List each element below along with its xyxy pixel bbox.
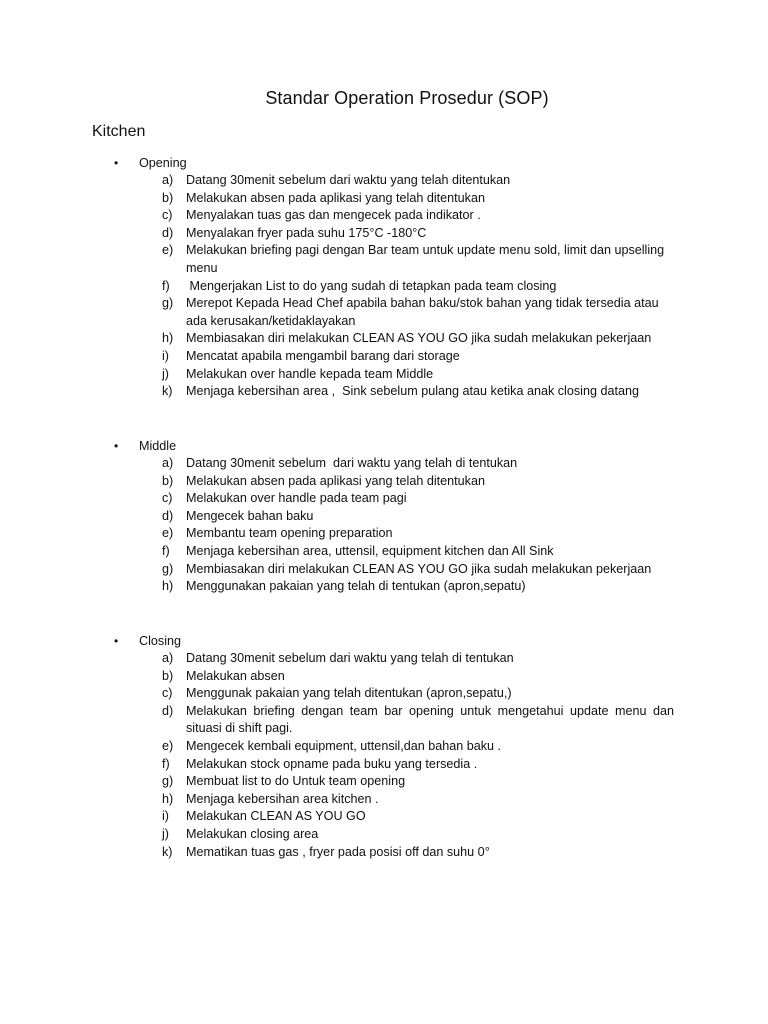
section-opening [0, 154, 768, 401]
list-item-marker: c) [162, 686, 173, 701]
list-item-marker: h) [162, 331, 174, 346]
list-item-marker: a) [162, 651, 174, 665]
section-bullet-row [0, 437, 768, 455]
list-item-marker: g) [162, 296, 174, 311]
list-item-marker: f) [162, 278, 170, 293]
list-item-text: Mematikan tuas gas , fryer pada posisi off dan suhu 0° [186, 844, 490, 859]
list-item [0, 225, 768, 243]
list-item-marker: c) [162, 491, 173, 506]
section-middle [0, 437, 768, 596]
list-item-marker: e) [162, 243, 174, 258]
list-item-marker: g) [162, 774, 174, 789]
list-item [0, 172, 768, 190]
list-item-marker: i) [162, 348, 169, 363]
document-title: Standar Operation Prosedur (SOP) [265, 88, 549, 108]
list-item-marker: j) [162, 826, 169, 841]
list-item-text: Menjaga kebersihan area , Sink sebelum pulang atau ketika anak closing datang [186, 384, 639, 399]
bullet-icon: • [114, 156, 119, 170]
item-list [0, 172, 768, 401]
list-item-text: Mengecek bahan baku [186, 508, 314, 523]
list-item-text: Datang 30menit sebelum dari waktu yang telah di tentukan [186, 456, 518, 470]
list-item-marker: b) [162, 473, 174, 488]
list-item-marker: d) [162, 225, 174, 240]
list-item [0, 525, 768, 543]
list-item-marker: h) [162, 579, 174, 594]
list-item [0, 295, 768, 330]
list-item-text: Melakukan over handle pada team pagi [186, 491, 407, 506]
list-item-text: Melakukan absen [186, 668, 285, 683]
item-list [0, 650, 768, 861]
list-item-text: Melakukan briefing dengan team bar opening untuk mengetahui update menu dan situasi di shift pagi. [186, 703, 678, 736]
list-item [0, 473, 768, 491]
list-item-marker: b) [162, 190, 174, 205]
list-item-text: Menjaga kebersihan area kitchen . [186, 791, 379, 806]
list-item-text: Menjaga kebersihan area, uttensil, equipment kitchen dan All Sink [186, 543, 554, 558]
list-item-text: Melakukan stock opname pada buku yang tersedia . [186, 756, 478, 771]
list-item-marker: k) [162, 844, 173, 859]
list-item-marker: f) [162, 543, 170, 558]
list-item-marker: k) [162, 384, 173, 399]
list-item-marker: f) [162, 756, 170, 771]
list-item-text: Menggunakan pakaian yang telah di tentukan (apron,sepatu) [186, 579, 526, 594]
list-item [0, 791, 768, 809]
list-item-marker: h) [162, 791, 174, 806]
list-item-text: Melakukan absen pada aplikasi yang telah ditentukan [186, 473, 485, 488]
list-item-text: Menyalakan tuas gas dan mengecek pada indikator . [186, 208, 481, 223]
list-item-marker: e) [162, 526, 174, 541]
list-item-marker: j) [162, 366, 169, 381]
item-list [0, 455, 768, 596]
list-item-marker: e) [162, 738, 174, 753]
list-item-marker: c) [162, 208, 173, 223]
list-item-text: Merepot Kepada Head Chef apabila bahan baku/stok bahan yang tidak tersedia atau ada kerusakan/ketidaklayakan [186, 296, 663, 328]
list-item-text: Datang 30menit sebelum dari waktu yang telah di tentukan [186, 651, 514, 665]
list-item-text: Membiasakan diri melakukan CLEAN AS YOU GO jika sudah melakukan pekerjaan [186, 561, 652, 576]
list-item [0, 756, 768, 774]
list-item-marker: a) [162, 456, 174, 470]
section-label: Closing [139, 634, 181, 648]
list-item [0, 738, 768, 756]
section-heading-kitchen: Kitchen [92, 123, 146, 140]
list-item [0, 668, 768, 686]
list-item-text: Menggunak pakaian yang telah ditentukan (apron,sepatu,) [186, 686, 512, 701]
section-bullet-row [0, 154, 768, 172]
list-item [0, 348, 768, 366]
list-item-text: Melakukan briefing pagi dengan Bar team untuk update menu sold, limit dan upselling menu [186, 243, 668, 275]
section-bullet-row [0, 632, 768, 650]
list-item [0, 650, 768, 668]
list-item [0, 844, 768, 862]
list-item-marker: i) [162, 809, 169, 824]
list-item [0, 278, 768, 296]
list-item [0, 490, 768, 508]
list-item [0, 242, 768, 277]
list-item-text: Membantu team opening preparation [186, 526, 393, 541]
list-item-marker: d) [162, 703, 174, 718]
list-item-marker: a) [162, 173, 174, 187]
list-item [0, 773, 768, 791]
bullet-icon: • [114, 439, 119, 453]
list-item [0, 383, 768, 401]
list-item [0, 455, 768, 473]
list-item-text: Melakukan CLEAN AS YOU GO [186, 809, 366, 824]
list-item [0, 366, 768, 384]
list-item [0, 808, 768, 826]
list-item-marker: g) [162, 561, 174, 576]
list-item-text: Membuat list to do Untuk team opening [186, 774, 406, 789]
list-item [0, 207, 768, 225]
list-item-text: Melakukan absen pada aplikasi yang telah ditentukan [186, 190, 485, 205]
list-item [0, 543, 768, 561]
list-item-text: Mengecek kembali equipment, uttensil,dan bahan baku . [186, 738, 502, 753]
bullet-icon: • [114, 634, 119, 648]
list-item-text: Mengerjakan List to do yang sudah di tetapkan pada team closing [186, 278, 557, 293]
section-closing [0, 632, 768, 861]
list-item-marker: d) [162, 508, 174, 523]
list-item-marker: b) [162, 668, 174, 683]
list-item [0, 703, 768, 738]
list-item-text: Menyalakan fryer pada suhu 175°C -180°C [186, 225, 427, 240]
list-item-text: Melakukan over handle kepada team Middle [186, 366, 434, 381]
list-item-text: Melakukan closing area [186, 826, 319, 841]
list-item [0, 561, 768, 579]
list-item [0, 190, 768, 208]
section-label: Opening [139, 156, 187, 170]
list-item [0, 508, 768, 526]
list-item-text: Mencatat apabila mengambil barang dari storage [186, 348, 460, 363]
list-item-text: Datang 30menit sebelum dari waktu yang telah ditentukan [186, 173, 511, 187]
list-item [0, 685, 768, 703]
list-item [0, 826, 768, 844]
section-label: Middle [139, 439, 177, 453]
list-item-text: Membiasakan diri melakukan CLEAN AS YOU GO jika sudah melakukan pekerjaan [186, 331, 652, 346]
list-item [0, 578, 768, 596]
list-item [0, 330, 768, 348]
